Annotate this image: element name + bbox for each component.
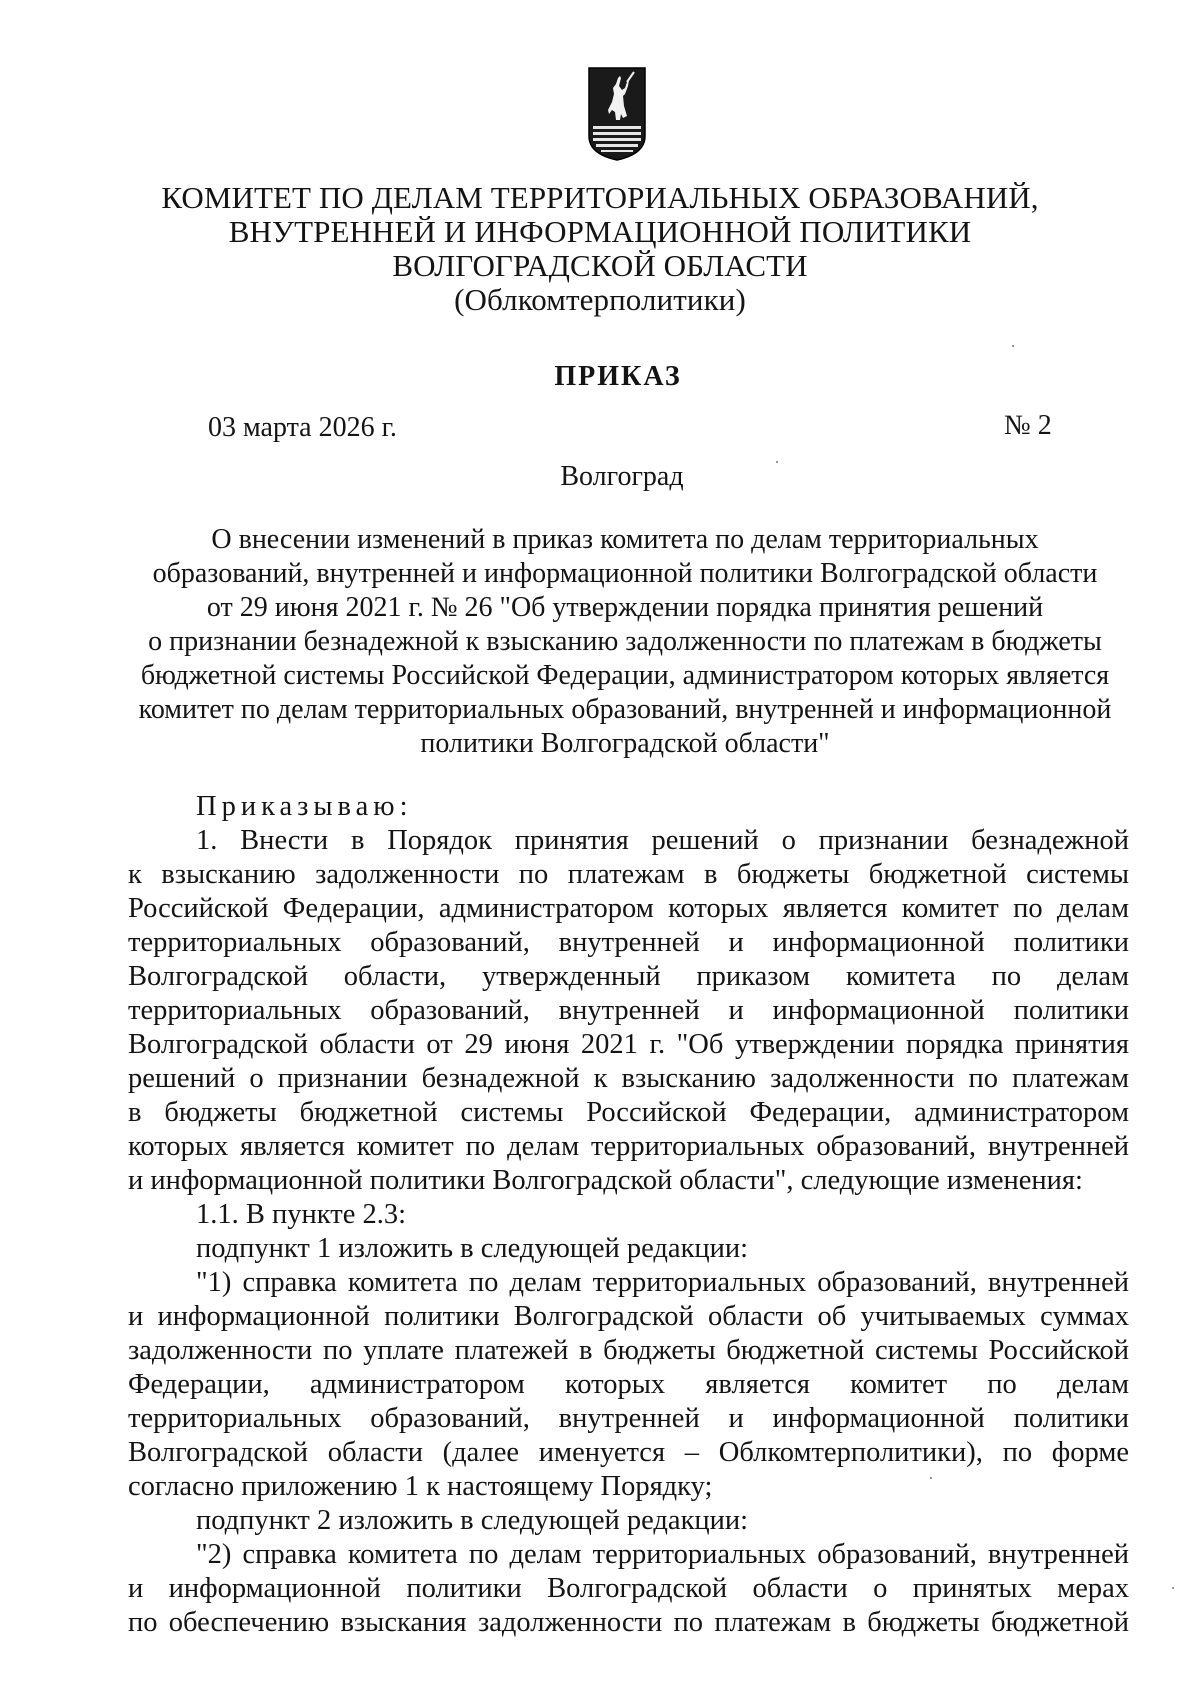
volgograd-coat-of-arms-icon — [587, 66, 647, 162]
subpoint1-line: согласно приложению 1 к настоящему Порядку; — [128, 1471, 713, 1502]
document-body — [128, 790, 1129, 1640]
org-name-line-1: КОМИТЕТ ПО ДЕЛАМ ТЕРРИТОРИАЛЬНЫХ ОБРАЗОВАНИЙ, — [161, 180, 1039, 215]
document-date: 03 марта 2026 г. — [208, 412, 397, 443]
subpoint2-line: по обеспечению взыскания задолженности по платежам в бюджеты бюджетной — [128, 1607, 1129, 1638]
item1-line: решений о признании безнадежной к взысканию задолженности по платежам — [128, 1063, 1129, 1094]
item1-line: и информационной политики Волгоградской области", следующие изменения: — [128, 1165, 1083, 1196]
item1-1-heading: 1.1. В пункте 2.3: — [196, 1199, 407, 1230]
document-number: № 2 — [1004, 410, 1052, 441]
subpoint1-line: Федерации, администратором которых является комитет по делам — [128, 1369, 1129, 1400]
org-name-line-2: ВНУТРЕННЕЙ И ИНФОРМАЦИОННОЙ ПОЛИТИКИ — [228, 214, 972, 249]
item1-line: территориальных образований, внутренней и информационной политики — [128, 927, 1129, 958]
subject-line: образований, внутренней и информационной политики Волгоградской области — [152, 558, 1098, 589]
subpoint1-line: территориальных образований, внутренней и информационной политики — [128, 1403, 1129, 1434]
org-name-line-3: ВОЛГОГРАДСКОЙ ОБЛАСТИ — [392, 248, 808, 283]
item1-line: 1. Внести в Порядок принятия решений о признании безнадежной — [196, 825, 1129, 856]
subpoint2-line: "2) справка комитета по делам территориальных образований, внутренней — [196, 1539, 1129, 1570]
subpoint2-line: и информационной политики Волгоградской области о принятых мерах — [128, 1573, 1129, 1604]
item1-line: Волгоградской области, утвержденный приказом комитета по делам — [128, 961, 1129, 992]
subject-line: политики Волгоградской области" — [420, 728, 830, 759]
subject-line: бюджетной системы Российской Федерации, администратором которых является — [140, 660, 1110, 691]
subpoint1-line: и информационной политики Волгоградской области об учитываемых суммах — [128, 1301, 1129, 1332]
subpoint1-line: "1) справка комитета по делам территориальных образований, внутренней — [196, 1267, 1129, 1298]
item1-line: Волгоградской области от 29 июня 2021 г. "Об утверждении порядка принятия — [128, 1029, 1129, 1060]
item1-line: территориальных образований, внутренней и информационной политики — [128, 995, 1129, 1026]
order-word: Приказываю: — [196, 791, 413, 822]
subpoint1-intro: подпункт 1 изложить в следующей редакции: — [196, 1233, 749, 1264]
item1-line: Российской Федерации, администратором которых является комитет по делам — [128, 893, 1129, 924]
document-title: ПРИКАЗ — [554, 361, 682, 392]
item1-line: в бюджеты бюджетной системы Российской Федерации, администратором — [128, 1097, 1129, 1128]
document-city: Волгоград — [560, 461, 684, 492]
org-short-name: (Облкомтерполитики) — [454, 282, 746, 317]
subject-line: комитет по делам территориальных образований, внутренней и информационной — [138, 694, 1112, 725]
scan-speck — [776, 461, 778, 463]
subpoint1-line: Волгоградской области (далее именуется – Облкомтерполитики), по форме — [128, 1437, 1129, 1468]
subject-line: О внесении изменений в приказ комитета по делам территориальных — [211, 524, 1039, 555]
item1-line: к взысканию задолженности по платежам в бюджеты бюджетной системы — [128, 859, 1129, 890]
subject-line: о признании безнадежной к взысканию задолженности по платежам в бюджеты — [148, 626, 1102, 657]
scan-speck — [930, 1477, 932, 1479]
subject-line: от 29 июня 2021 г. № 26 "Об утверждении порядка принятия решений — [206, 592, 1044, 623]
scan-speck — [1012, 345, 1014, 347]
subpoint1-line: задолженности по уплате платежей в бюджеты бюджетной системы Российской — [128, 1335, 1129, 1366]
item1-line: которых является комитет по делам территориальных образований, внутренней — [128, 1131, 1129, 1162]
subpoint2-intro: подпункт 2 изложить в следующей редакции: — [196, 1505, 749, 1536]
scan-speck — [1172, 1587, 1174, 1589]
